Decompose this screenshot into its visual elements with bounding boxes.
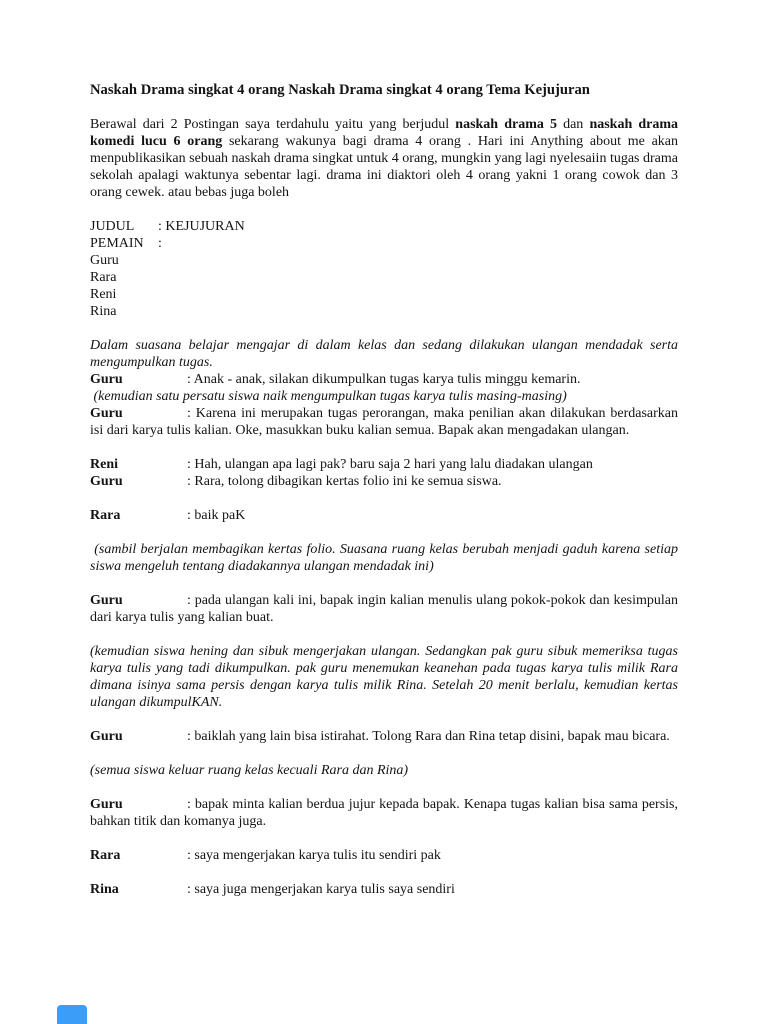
intro-text-tail: sekarang wakunya bagi drama 4 orang . Hari ini Anything about me akan menpublikasikan sebuah naskah drama singkat untuk 4 orang, mungkin yang lagi nyelesaiin tugas drama sekolah apalagi waktunya sebentar lagi. drama ini diaktori oleh 4 orang yakni 1 orang cowok dan 3 orang cewek. atau bebas juga boleh xyxy=(90,134,679,200)
judul-value: : KEJUJURAN xyxy=(158,219,245,234)
pemain-label: PEMAIN xyxy=(90,236,144,251)
dialogue-line xyxy=(90,796,678,830)
cast-name: Reni xyxy=(90,287,117,302)
pemain-row xyxy=(90,235,678,252)
intro-paragraph xyxy=(90,116,678,201)
dialogue-line xyxy=(90,405,678,439)
cast-name: Rina xyxy=(90,304,117,319)
dialogue-line xyxy=(90,881,678,898)
dialogue-line xyxy=(90,473,678,490)
stage-direction: (kemudian siswa hening dan sibuk mengerjakan ulangan. Sedangkan pak guru sibuk memeriksa tugas karya tulis yang tadi dikumpulkan. pak guru menemukan keanehan pada tugas karya tulis milik Rara dimana isinya sama persis dengan karya tulis milik Rina. Setelah 20 menit berlalu, kemudian kertas ulangan dikumpulKAN. xyxy=(90,644,678,710)
dialogue-text: : Hah, ulangan apa lagi pak? baru saja 2 hari yang lalu diadakan ulangan xyxy=(187,457,593,472)
dialogue-text: : baiklah yang lain bisa istirahat. Tolong Rara dan Rina tetap disini, bapak mau bicara. xyxy=(187,729,670,744)
intro-bold-phrase-1: naskah drama 5 xyxy=(455,117,557,132)
dialogue-text: : saya mengerjakan karya tulis itu sendiri pak xyxy=(187,848,441,863)
speaker-name: Guru xyxy=(90,406,123,421)
dialogue-line xyxy=(90,847,678,864)
speaker-name: Guru xyxy=(90,474,123,489)
dialogue-line xyxy=(90,728,678,745)
speaker-name: Rara xyxy=(90,508,121,523)
speaker-name: Guru xyxy=(90,797,123,812)
intro-text-lead: Berawal dari 2 Postingan saya terdahulu yaitu yang berjudul xyxy=(90,117,456,132)
dialogue-text: : bapak minta kalian berdua jujur kepada bapak. Kenapa tugas kalian bisa sama persis, bahkan titik dan komanya juga. xyxy=(90,797,678,829)
speaker-name: Rina xyxy=(90,882,119,897)
judul-row xyxy=(90,218,678,235)
partially-visible-blue-element xyxy=(57,1005,87,1024)
cast-name: Guru xyxy=(90,253,119,268)
dialogue-group xyxy=(90,456,678,490)
speaker-name: Reni xyxy=(90,457,118,472)
dialogue-text: : pada ulangan kali ini, bapak ingin kalian menulis ulang pokok-pokok dan kesimpulan dari karya tulis yang kalian buat. xyxy=(90,593,678,625)
intro-bold-phrase-2: naskah drama komedi lucu 6 orang xyxy=(90,117,679,149)
stage-direction: (semua siswa keluar ruang kelas kecuali Rara dan Rina) xyxy=(90,763,409,778)
dialogue-text: : Karena ini merupakan tugas perorangan, maka penilian akan dilakukan berdasarkan isi dari karya tulis kalian. Oke, masukkan buku kalian semua. Bapak akan mengadakan ulangan. xyxy=(90,406,678,438)
cast-block xyxy=(90,218,678,320)
speaker-name: Rara xyxy=(90,848,121,863)
dialogue-line xyxy=(90,592,678,626)
dialogue-text: : baik paK xyxy=(187,508,246,523)
speaker-name: Guru xyxy=(90,729,123,744)
dialogue-text: : Anak - anak, silakan dikumpulkan tugas karya tulis minggu kemarin. xyxy=(187,372,581,387)
pemain-value: : xyxy=(158,236,162,251)
judul-label: JUDUL xyxy=(90,219,135,234)
speaker-name: Guru xyxy=(90,593,123,608)
stage-direction: Dalam suasana belajar mengajar di dalam kelas dan sedang dilakukan ulangan mendadak serta mengumpulkan tugas. xyxy=(90,338,678,370)
stage-direction: (sambil berjalan membagikan kertas folio. Suasana ruang kelas berubah menjadi gaduh karena setiap siswa mengeluh tentang diadakannya ulangan mendadak ini) xyxy=(90,542,678,574)
speaker-name: Guru xyxy=(90,372,123,387)
dialogue-line xyxy=(90,456,678,473)
dialogue-line xyxy=(90,507,678,524)
dialogue-line xyxy=(90,371,678,388)
dialogue-text: : saya juga mengerjakan karya tulis saya sendiri xyxy=(187,882,455,897)
dialogue-text: : Rara, tolong dibagikan kertas folio ini ke semua siswa. xyxy=(187,474,502,489)
stage-direction: (kemudian satu persatu siswa naik mengumpulkan tugas karya tulis masing-masing) xyxy=(90,389,567,404)
cast-name: Rara xyxy=(90,270,117,285)
intro-text-mid: dan xyxy=(556,117,590,132)
scene-opening-group xyxy=(90,337,678,439)
page-title: Naskah Drama singkat 4 orang Naskah Drama singkat 4 orang Tema Kejujuran xyxy=(90,82,590,98)
